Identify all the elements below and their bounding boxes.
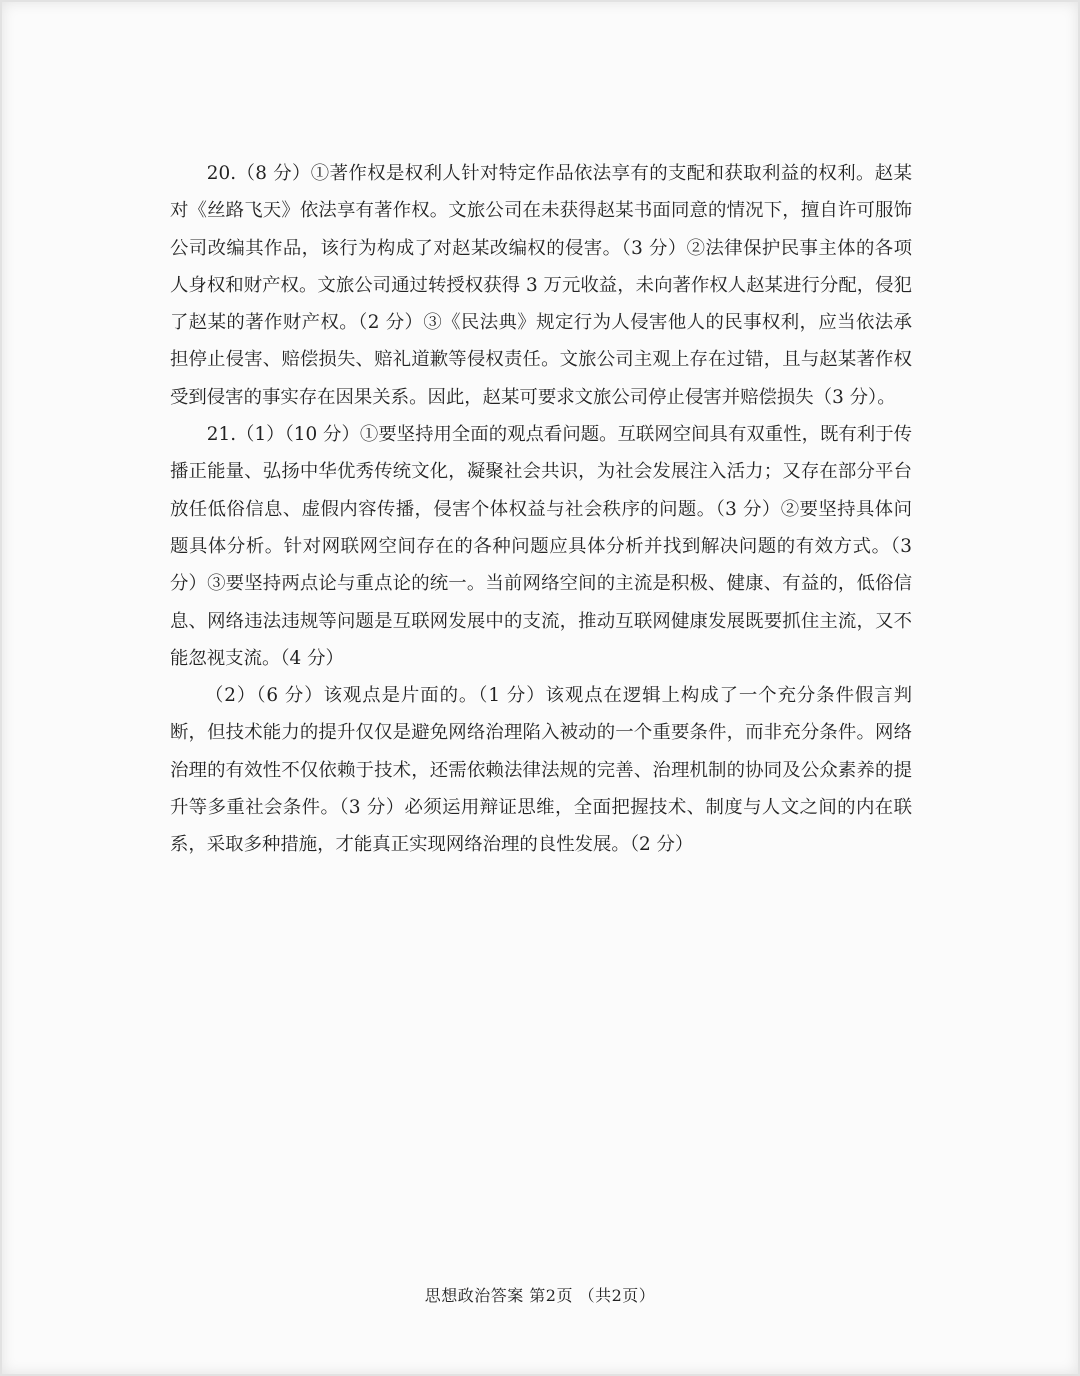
answer-content xyxy=(170,155,912,864)
answer-q21-part1: 21.（1）（10 分）①要坚持用全面的观点看问题。互联网空间具有双重性，既有利于传播正能量、弘扬中华优秀传统文化，凝聚社会共识，为社会发展注入活力；又存在部分平台放任低俗信息、虚假内容传播，侵害个体权益与社会秩序的问题。（3 分）②要坚持具体问题具体分析。针对网联网空间存在的各种问题应具体分析并找到解决问题的有效方式。（3 分）③要坚持两点论与重点论的统一。当前网络空间的主流是积极、健康、有益的，低俗信息、网络违法违规等问题是互联网发展中的支流，推动互联网健康发展既要抓住主流，又不能忽视支流。（4 分） xyxy=(170,424,912,669)
page-footer: 思想政治答案 第2页 （共2页） xyxy=(424,1286,656,1305)
answer-q21-part2: （2）（6 分）该观点是片面的。（1 分）该观点在逻辑上构成了一个充分条件假言判断，但技术能力的提升仅仅是避免网络治理陷入被动的一个重要条件，而非充分条件。网络治理的有效性不仅依赖于技术，还需依赖法律法规的完善、治理机制的协同及公众素养的提升等多重社会条件。（3 分）必须运用辩证思维，全面把握技术、制度与人文之间的内在联系，采取多种措施，才能真正实现网络治理的良性发展。（2 分） xyxy=(170,685,912,856)
answer-q20: 20.（8 分）①著作权是权利人针对特定作品依法享有的支配和获取利益的权利。赵某对《丝路飞天》依法享有著作权。文旅公司在未获得赵某书面同意的情况下，擅自许可服饰公司改编其作品，该行为构成了对赵某改编权的侵害。（3 分）②法律保护民事主体的各项人身权和财产权。文旅公司通过转授权获得 3 万元收益，未向著作权人赵某进行分配，侵犯了赵某的著作财产权。（2 分）③《民法典》规定行为人侵害他人的民事权利，应当依法承担停止侵害、赔偿损失、赔礼道歉等侵权责任。文旅公司主观上存在过错，且与赵某著作权受到侵害的事实存在因果关系。因此，赵某可要求文旅公司停止侵害并赔偿损失（3 分）。 xyxy=(170,163,912,408)
